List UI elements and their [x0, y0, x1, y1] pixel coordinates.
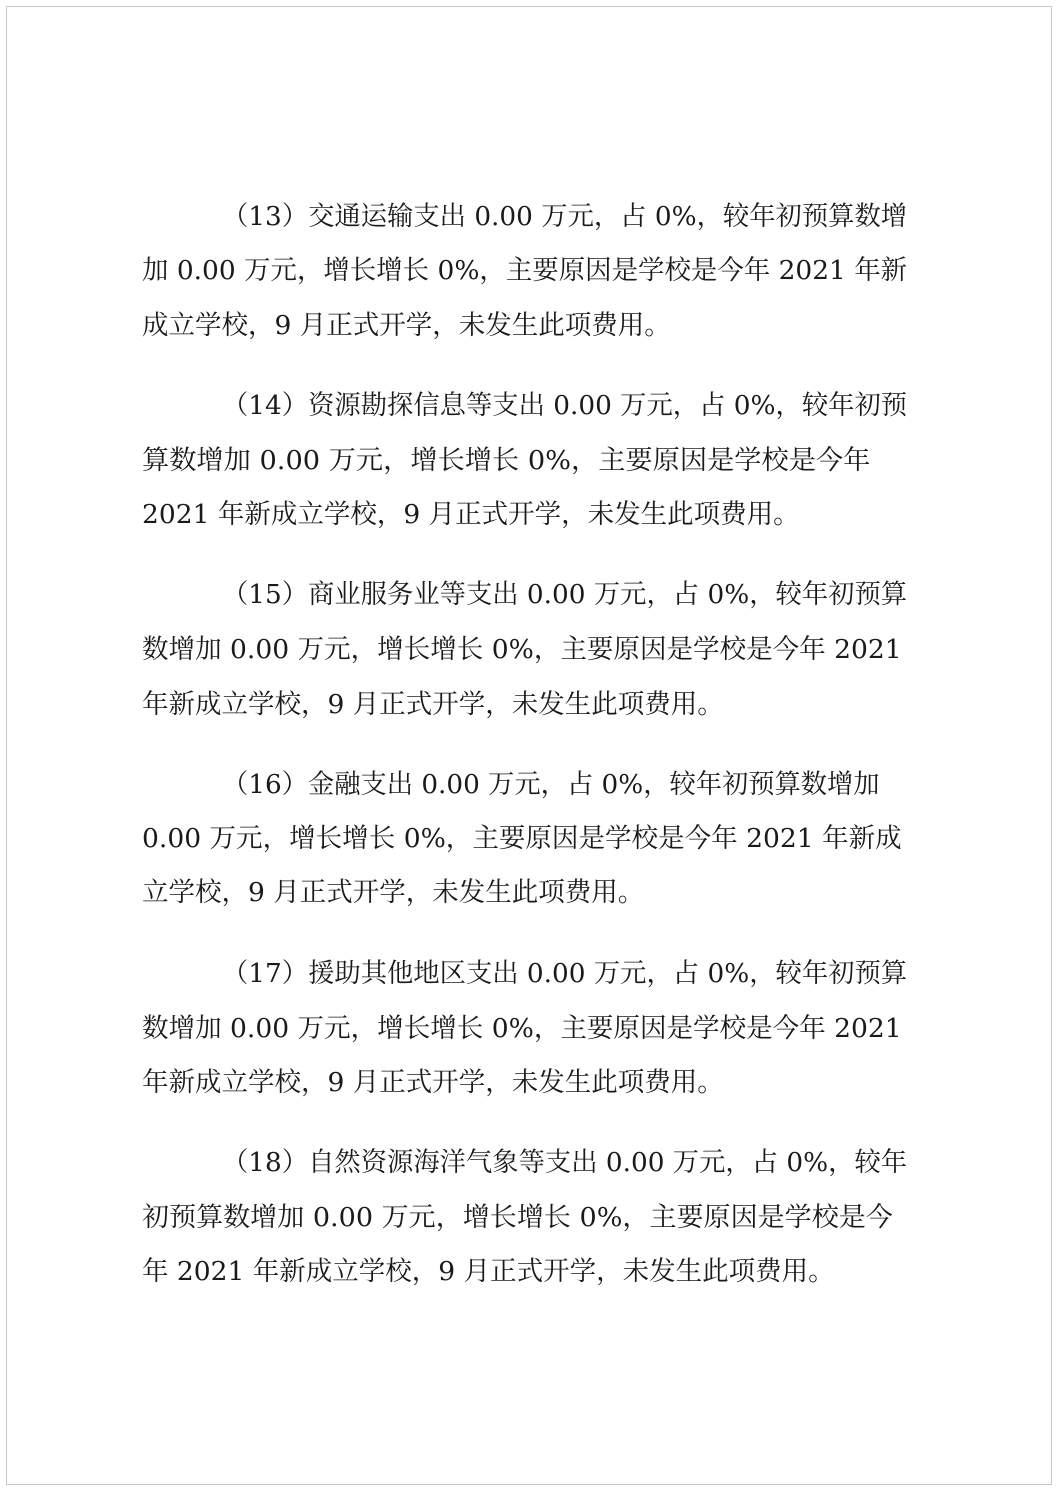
paragraph-16-line-3: 立学校，9 月正式开学，未发生此项费用。: [142, 877, 645, 908]
paragraph-17-line-3: 年新成立学校，9 月正式开学，未发生此项费用。: [142, 1067, 724, 1098]
paragraph-17-line-1: （17）援助其他地区支出 0.00 万元，占 0%，较年初预算: [222, 958, 908, 989]
paragraph-17-line-2: 数增加 0.00 万元，增长增长 0%，主要原因是学校是今年 2021: [142, 1013, 902, 1044]
paragraph-13-line-1: （13）交通运输支出 0.00 万元，占 0%，较年初预算数增: [222, 201, 908, 232]
paragraph-14-line-2: 算数增加 0.00 万元，增长增长 0%，主要原因是学校是今年: [142, 445, 871, 476]
paragraph-18-line-2: 初预算数增加 0.00 万元，增长增长 0%，主要原因是学校是今: [142, 1202, 893, 1233]
paragraph-18-line-3: 年 2021 年新成立学校，9 月正式开学，未发生此项费用。: [142, 1256, 835, 1287]
document-page: [6, 6, 1052, 1485]
paragraph-15-line-3: 年新成立学校，9 月正式开学，未发生此项费用。: [142, 689, 724, 720]
paragraph-16-line-1: （16）金融支出 0.00 万元，占 0%，较年初预算数增加: [222, 769, 880, 800]
paragraph-15-line-1: （15）商业服务业等支出 0.00 万元，占 0%，较年初预算: [222, 579, 908, 610]
paragraph-13-line-3: 成立学校，9 月正式开学，未发生此项费用。: [142, 310, 671, 341]
paragraph-13-line-2: 加 0.00 万元，增长增长 0%，主要原因是学校是今年 2021 年新: [142, 255, 908, 286]
paragraph-16-line-2: 0.00 万元，增长增长 0%，主要原因是学校是今年 2021 年新成: [142, 823, 902, 854]
paragraph-14-line-1: （14）资源勘探信息等支出 0.00 万元，占 0%，较年初预: [222, 390, 908, 421]
paragraph-14-line-3: 2021 年新成立学校，9 月正式开学，未发生此项费用。: [142, 499, 800, 530]
paragraph-15-line-2: 数增加 0.00 万元，增长增长 0%，主要原因是学校是今年 2021: [142, 634, 902, 665]
paragraph-18-line-1: （18）自然资源海洋气象等支出 0.00 万元，占 0%，较年: [222, 1147, 908, 1178]
